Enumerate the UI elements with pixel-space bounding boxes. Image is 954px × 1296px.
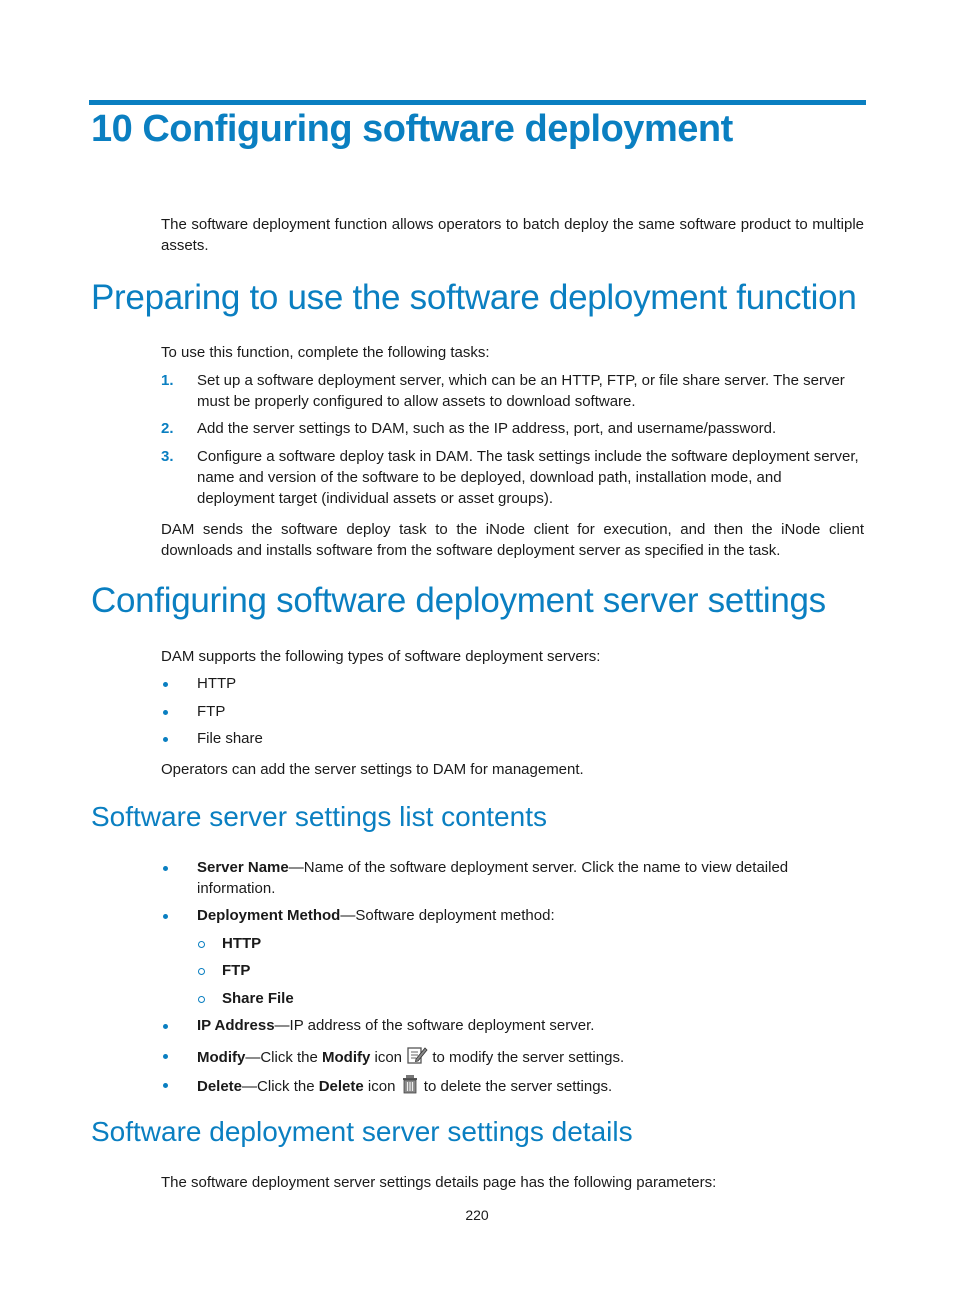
step-text: Set up a software deployment server, which can be an HTTP, FTP, or file share server. The server must be properly configured to allow assets to download software. (197, 372, 845, 410)
section-heading-preparing: Preparing to use the software deployment function (91, 278, 857, 317)
server-name-desc: —Name of the software deployment server. Click the name to view detailed information. (197, 859, 789, 897)
modify-desc-start: —Click the (245, 1049, 323, 1066)
section-heading-list-contents: Software server settings list contents (91, 801, 547, 832)
step-number: 3. (161, 448, 174, 465)
method-option: Share File (222, 990, 294, 1007)
step-number: 1. (161, 372, 174, 389)
chapter-title: 10 Configuring software deployment (91, 108, 733, 150)
delete-desc-mid: icon (363, 1078, 400, 1095)
deployment-method-desc: —Software deployment method: (340, 907, 555, 924)
delete-bold: Delete (318, 1078, 364, 1095)
step-text: Add the server settings to DAM, such as the IP address, port, and username/password. (197, 420, 777, 437)
modify-icon (406, 1045, 428, 1071)
circle-bullet-icon (198, 968, 205, 975)
details-lead: The software deployment server settings details page has the following parameters: (161, 1174, 717, 1191)
management-paragraph: Operators can add the server settings to DAM for management. (161, 761, 584, 778)
deployment-method-item (197, 905, 865, 926)
bullet-icon (163, 1083, 168, 1088)
bullet-icon (163, 710, 168, 715)
step-number: 2. (161, 420, 174, 437)
step-text: Configure a software deploy task in DAM. The task settings include the software deployment server, name and version of the software to be deployed, download path, installation mode, and deployment target (individual assets or asset groups). (197, 448, 859, 507)
server-type-item: HTTP (197, 675, 237, 692)
server-type-item: FTP (197, 703, 226, 720)
server-type-item: File share (197, 730, 263, 747)
delete-desc-end: to delete the server settings. (419, 1078, 613, 1095)
bullet-icon (163, 682, 168, 687)
term-deployment-method: Deployment Method (197, 907, 341, 924)
server-types-lead: DAM supports the following types of software deployment servers: (161, 648, 601, 665)
bullet-icon (163, 914, 168, 919)
method-option: FTP (222, 962, 251, 979)
term-delete: Delete (197, 1078, 243, 1095)
section-heading-configuring: Configuring software deployment server settings (91, 581, 826, 620)
ip-address-item (197, 1015, 865, 1036)
circle-bullet-icon (198, 996, 205, 1003)
modify-item (197, 1045, 865, 1071)
modify-bold: Modify (322, 1049, 371, 1066)
ip-address-desc: —IP address of the software deployment server. (274, 1017, 595, 1034)
bullet-icon (163, 1054, 168, 1059)
bullet-icon (163, 1024, 168, 1029)
chapter-rule (89, 100, 866, 105)
page-number: 220 (465, 1207, 489, 1223)
delete-desc-start: —Click the (242, 1078, 319, 1095)
term-modify: Modify (197, 1049, 246, 1066)
circle-bullet-icon (198, 941, 205, 948)
tasks-lead: To use this function, complete the following tasks: (161, 344, 490, 361)
server-name-item (197, 857, 827, 899)
term-server-name: Server Name (197, 859, 289, 876)
section-heading-details: Software deployment server settings details (91, 1116, 633, 1147)
modify-desc-end: to modify the server settings. (428, 1049, 625, 1066)
bullet-icon (163, 866, 168, 871)
modify-desc-mid: icon (370, 1049, 407, 1066)
closing-paragraph: DAM sends the software deploy task to the iNode client for execution, and then the iNode client downloads and installs software from the software deployment server as specified in the task. (161, 521, 864, 559)
intro-paragraph: The software deployment function allows operators to batch deploy the same software product to multiple assets. (161, 216, 864, 254)
delete-item (197, 1074, 865, 1100)
method-option: HTTP (222, 935, 262, 952)
bullet-icon (163, 737, 168, 742)
trash-icon (400, 1074, 420, 1100)
term-ip-address: IP Address (197, 1017, 275, 1034)
